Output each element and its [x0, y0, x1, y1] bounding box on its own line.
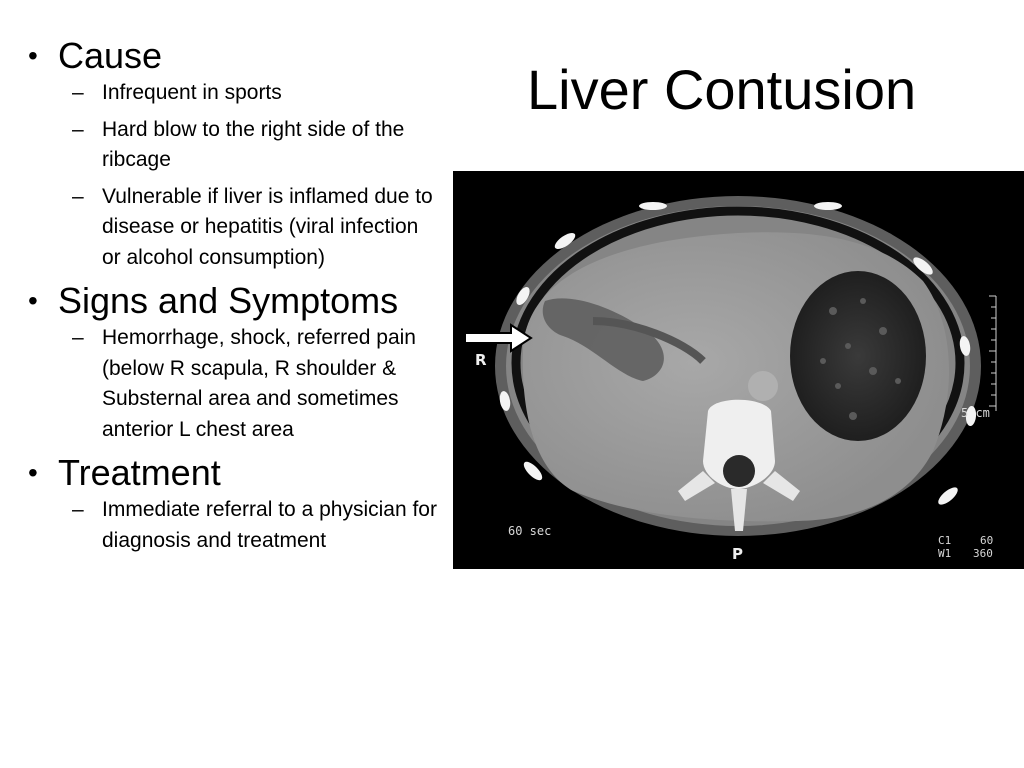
sub-item-text: Immediate referral to a physician for diagnosis and treatment — [102, 498, 437, 552]
sub-item-text: Vulnerable if liver is inflamed due to disease or hepatitis (viral infection or alcohol consumption) — [102, 184, 433, 269]
ct-label-posterior: P — [732, 545, 743, 563]
bullet-heading: Signs and Symptoms — [58, 280, 399, 321]
ct-label-right: R — [475, 351, 487, 369]
sub-list — [58, 495, 438, 556]
bullet-list — [18, 36, 438, 564]
aorta — [748, 371, 778, 401]
sub-item-text: Infrequent in sports — [102, 81, 282, 104]
sub-item — [58, 115, 438, 176]
ct-label-c1-value: 60 — [980, 534, 994, 547]
stomach-gas — [790, 271, 926, 441]
slide-title: Liver Contusion — [527, 58, 917, 121]
dash-marker: – — [72, 184, 84, 208]
dash-marker: – — [72, 81, 84, 104]
sub-item — [58, 323, 438, 445]
ct-label-c1: C1 — [938, 534, 952, 547]
ct-label-w1-value: 360 — [973, 547, 993, 560]
spinal-canal — [723, 455, 755, 487]
bullet-treatment — [18, 453, 438, 556]
bullet-signs-symptoms — [18, 281, 438, 445]
bullet-cause — [18, 36, 438, 273]
sub-item-text: Hemorrhage, shock, referred pain (below R scapula, R shoulder & Substernal area and sometimes anterior L chest area — [102, 326, 416, 441]
sub-item — [58, 182, 438, 274]
dash-marker: – — [72, 498, 84, 521]
bullet-marker: • — [28, 285, 38, 316]
ct-label-w1: W1 — [938, 547, 952, 560]
sub-list — [58, 78, 438, 273]
dash-marker: – — [72, 326, 84, 349]
sub-item-text: Hard blow to the right side of the ribcage — [102, 117, 405, 171]
ct-label-scale: 5 cm — [961, 406, 990, 420]
dash-marker: – — [72, 117, 84, 141]
bullet-marker: • — [28, 457, 38, 488]
bullet-marker: • — [28, 40, 38, 71]
bullet-heading: Treatment — [58, 452, 221, 493]
ct-label-time: 60 sec — [508, 524, 552, 538]
sub-item — [58, 78, 438, 109]
sub-item — [58, 495, 438, 556]
bullet-heading: Cause — [58, 35, 163, 76]
sub-list — [58, 323, 438, 445]
ct-scan-image — [453, 171, 1024, 569]
